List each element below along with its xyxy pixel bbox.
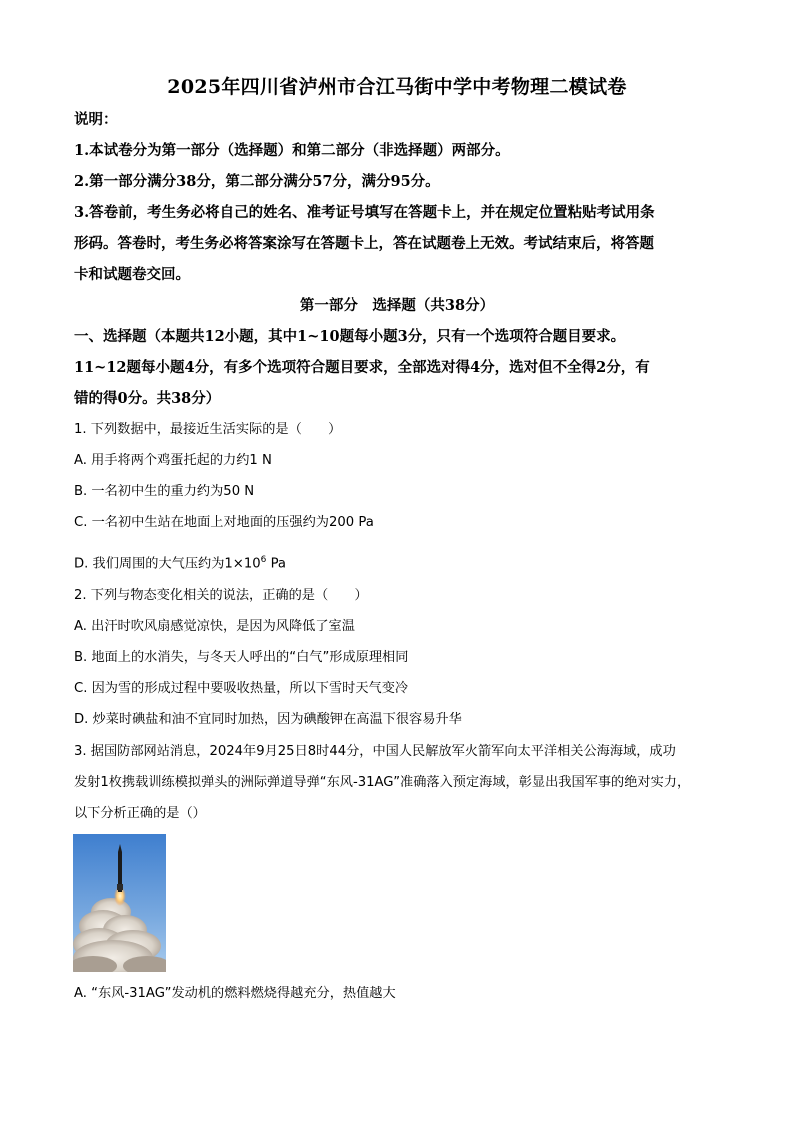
intro-item-3-line-3: 卡和试题卷交回。	[74, 266, 190, 283]
question-2-option-d: D. 炒菜时碘盐和油不宜同时加热，因为碘酸钾在高温下很容易升华	[74, 712, 462, 727]
intro-item-1: 1.本试卷分为第一部分（选择题）和第二部分（非选择题）两部分。	[74, 142, 510, 159]
question-3-stem-line-3: 以下分析正确的是（）	[74, 806, 206, 821]
question-2-option-b: B. 地面上的水消失，与冬天人呼出的“白气”形成原理相同	[74, 650, 409, 665]
question-1-option-b: B. 一名初中生的重力约为50 N	[74, 484, 255, 499]
part1-instructions-line-1: 一、选择题（本题共12小题，其中1~10题每小题3分，只有一个选项符合题目要求。	[74, 328, 626, 345]
question-1-option-d-unit: Pa	[266, 556, 287, 572]
part1-instructions-line-2: 11~12题每小题4分，有多个选项符合题目要求，全部选对得4分，选对但不全得2分，有	[74, 359, 650, 376]
intro-item-2: 2.第一部分满分38分，第二部分满分57分，满分95分。	[74, 173, 440, 190]
question-3-option-a: A. “东风-31AG”发动机的燃料燃烧得越充分，热值越大	[74, 986, 396, 1001]
question-2-option-c: C. 因为雪的形成过程中要吸收热量，所以下雪时天气变冷	[74, 681, 409, 696]
question-1-option-c: C. 一名初中生站在地面上对地面的压强约为200 Pa	[74, 515, 374, 530]
intro-heading: 说明：	[74, 111, 118, 128]
question-3-stem-line-1: 3. 据国防部网站消息，2024年9月25日8时44分，中国人民解放军火箭军向太平洋相关公海海域，成功	[74, 744, 676, 759]
missile-launch-photo	[73, 834, 166, 972]
part1-instructions-line-3: 错的得0分。共38分）	[74, 390, 221, 407]
question-1-stem: 1. 下列数据中，最接近生活实际的是（ ）	[74, 422, 342, 437]
question-2-stem: 2. 下列与物态变化相关的说法，正确的是（ ）	[74, 588, 368, 603]
question-1-option-a: A. 用手将两个鸡蛋托起的力约1 N	[74, 453, 272, 468]
page-title: 2025年四川省泸州市合江马街中学中考物理二模试卷	[167, 76, 627, 98]
question-1-option-d-text: D. 我们周围的大气压约为1×10	[74, 556, 261, 572]
intro-item-3-line-2: 形码。答卷时，考生务必将答案涂写在答题卡上，答在试题卷上无效。考试结束后，将答题	[74, 235, 654, 252]
question-1-option-d-exponent: 6	[260, 555, 267, 565]
question-1-option-d	[74, 551, 734, 573]
intro-item-3-line-1: 3.答卷前，考生务必将自己的姓名、准考证号填写在答题卡上，并在规定位置粘贴考试用条	[74, 204, 655, 221]
question-3-stem-line-2: 发射1枚携载训练模拟弹头的洲际弹道导弹“东风-31AG”准确落入预定海域，彰显出我国军事的绝对实力，	[74, 775, 691, 790]
part1-heading: 第一部分 选择题（共38分）	[299, 297, 495, 314]
question-2-option-a: A. 出汗时吹风扇感觉凉快，是因为风降低了室温	[74, 619, 355, 634]
